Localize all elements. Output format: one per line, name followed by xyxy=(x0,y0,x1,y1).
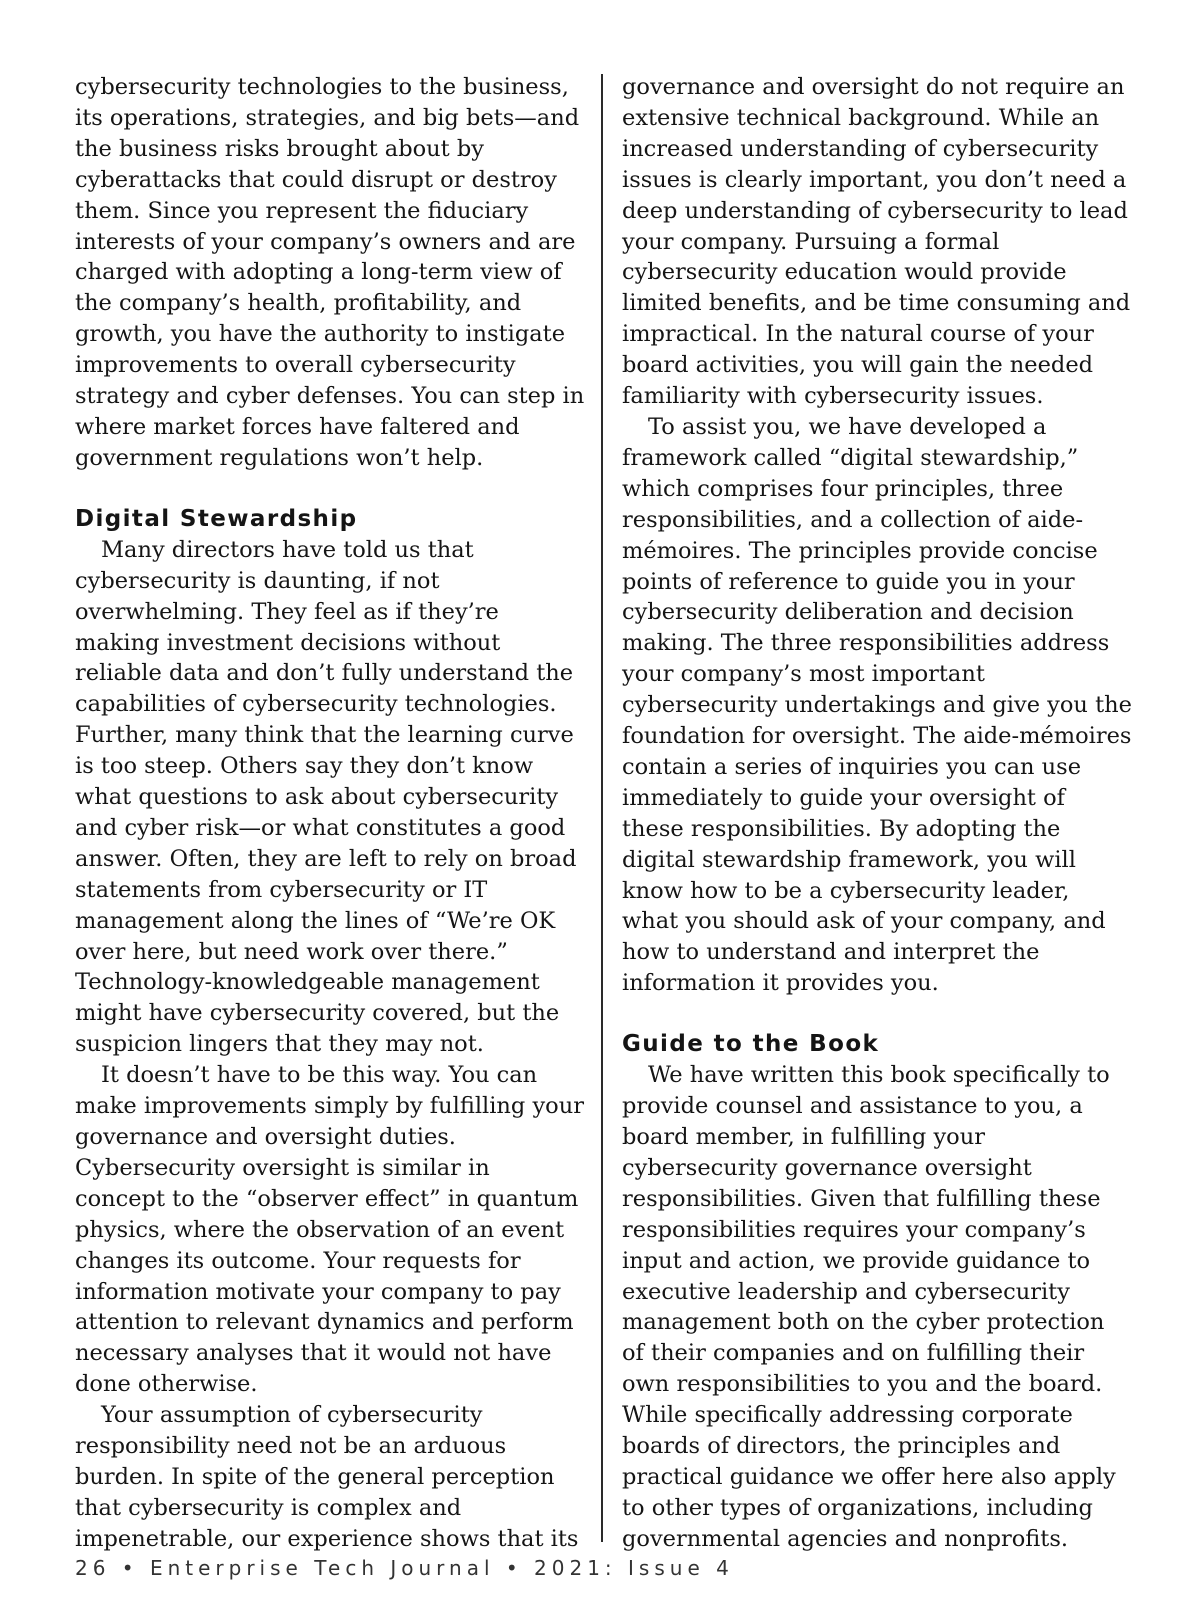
body-paragraph: Many directors have told us that cybersecurity is daunting, if not overwhelming. They feel as if they’re making investment decisions without reliable data and don’t fully understand the capabilities of cybersecurity technologies. Further, many think that the learning curve is too steep. Others say they don’t know what questions to ask about cybersecurity and cyber risk—or what constitutes a good answer. Often, they are left to rely on broad statements from cybersecurity or IT management along the lines of “We’re OK over here, but need work over there.” Technology-knowledgeable management might have cybersecurity covered, but the suspicion lingers that they may not. xyxy=(75,536,577,1058)
section-heading-digital-stewardship: Digital Stewardship xyxy=(75,505,358,532)
body-paragraph: We have written this book specifically to provide counsel and assistance to you, a board member, in fulfilling your cybersecurity governance oversight responsibilities. Given that fulfilling these responsibilities requires your company’s input and action, we provide guidance to executive leadership and cybersecurity management both on the cyber protection of their companies and on fulfilling their own responsibilities to you and the board. While specifically addressing corporate boards of directors, the principles and practical guidance we offer here also apply to other types of organizations, including governmental agencies and nonprofits. xyxy=(622,1062,1116,1552)
section-heading-guide-to-the-book: Guide to the Book xyxy=(622,1031,880,1058)
column-divider xyxy=(601,74,603,1542)
body-paragraph: Your assumption of cybersecurity responsibility need not be an arduous burden. In spite of the general perception that cybersecurity is complex and impenetrable, our experience shows that its xyxy=(75,1402,579,1552)
left-column xyxy=(75,72,585,1555)
body-paragraph: governance and oversight do not require an extensive technical background. While an increased understanding of cybersecurity issues is clearly important, you don’t need a deep understanding of cybersecurity to lead your company. Pursuing a formal cybersecurity education would provide limited benefits, and be time consuming and impractical. In the natural course of your board activities, you will gain the needed familiarity with cybersecurity issues. xyxy=(622,74,1131,410)
right-column xyxy=(622,72,1132,1555)
page-footer-folio: 26 • Enterprise Tech Journal • 2021: Issue 4 xyxy=(75,1556,734,1580)
body-paragraph: To assist you, we have developed a framework called “digital stewardship,” which comprises four principles, three responsibilities, and a collection of aide-mémoires. The principles provide concise points of reference to guide you in your cybersecurity deliberation and decision making. The three responsibilities address your company’s most important cybersecurity undertakings and give you the foundation for oversight. The aide-mémoires contain a series of inquiries you can use immediately to guide your oversight of these responsibilities. By adopting the digital stewardship framework, you will know how to be a cybersecurity leader, what you should ask of your company, and how to understand and interpret the information it provides you. xyxy=(622,413,1132,997)
body-paragraph: cybersecurity technologies to the business, its operations, strategies, and big bets—and the business risks brought about by cyberattacks that could disrupt or destroy them. Since you represent the fiduciary interests of your company’s owners and are charged with adopting a long-term view of the company’s health, profitability, and growth, you have the authority to instigate improvements to overall cybersecurity strategy and cyber defenses. You can step in where market forces have faltered and government regulations won’t help. xyxy=(75,74,585,471)
body-paragraph: It doesn’t have to be this way. You can make improvements simply by fulfilling your governance and oversight duties. Cybersecurity oversight is similar in concept to the “observer effect” in quantum physics, where the observation of an event changes its outcome. Your requests for information motivate your company to pay attention to relevant dynamics and perform necessary analyses that it would not have done otherwise. xyxy=(75,1062,584,1398)
